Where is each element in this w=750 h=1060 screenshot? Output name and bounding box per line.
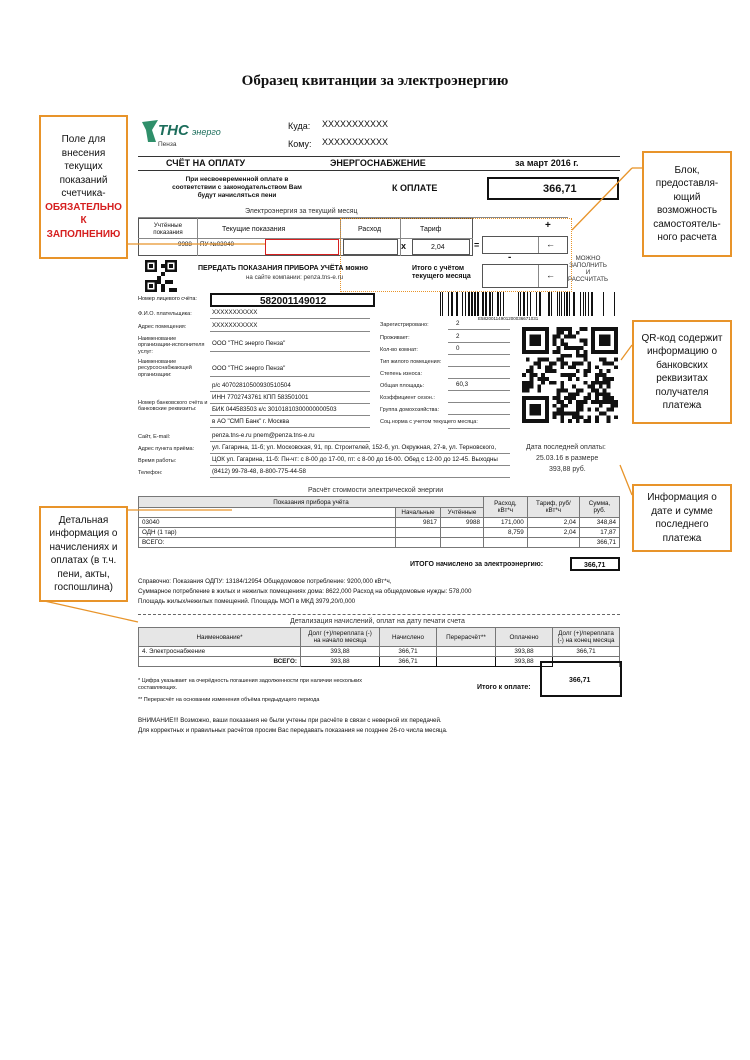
detail-to-pay-box <box>540 661 622 697</box>
premises-address-value: XXXXXXXXXXX <box>212 322 258 329</box>
phone-value: (8412) 99-78-48, 8-800-775-44-58 <box>212 468 306 475</box>
callout-last-payment <box>632 484 732 552</box>
penalty-note: При несвоевременной оплате в соответствии с законодательством Вам будут начисляться пени <box>172 176 302 199</box>
row-current: 9988 <box>441 518 484 528</box>
row-consumption: 8,759 <box>484 528 528 538</box>
bank-account: р/с 40702810500930510504 <box>212 382 291 389</box>
detail-to-pay-label: Итого к оплате: <box>477 684 531 691</box>
arrow-icon-2: ← <box>546 270 555 280</box>
site-value: penza.tns-e.ru pnem@penza.tns-e.ru <box>212 432 315 439</box>
h-recalc: Перерасчёт** <box>437 628 496 647</box>
callout-meter-field-emphasis: ОБЯЗАТЕЛЬНО К ЗАПОЛНЕНИЮ <box>45 201 122 240</box>
row-paid: 393,88 <box>496 647 553 657</box>
living-value: 2 <box>456 333 460 340</box>
registered-label: Зарегистрировано: <box>380 322 429 328</box>
season-coef-label: Коэффициент сезон.: <box>380 395 435 401</box>
row-name: 4. Электроснабжение <box>139 647 301 657</box>
callout-meter-field <box>39 115 128 259</box>
logo-city: Пенза <box>158 141 177 148</box>
last-payment-line: 25.03.16 в размере <box>536 455 599 462</box>
calc-header-row <box>139 497 620 508</box>
rooms-value: 0 <box>456 345 460 352</box>
meter-section-title: Электроэнергия за текущий месяц <box>245 208 358 215</box>
total-label: Итого с учётом текущего месяца <box>412 265 471 281</box>
row-current <box>441 538 484 548</box>
col-tariff: Тариф <box>420 226 442 233</box>
row-consumption <box>484 538 528 548</box>
row-debt-start: 393,88 <box>301 647 380 657</box>
to-pay-label: К ОПЛАТЕ <box>392 183 438 193</box>
detail-title: Детализация начислений, оплат на дату печати счета <box>290 618 465 625</box>
hours-value: ЦОК ул. Гагарина, 11-б: Пн-чт: с 8-00 до 17-00, пт: с 8-00 до 16-00. Обед с 12-00 до 12-45. Выходны <box>212 456 498 463</box>
callout-last-payment-text: Информация о дате и сумме последнего платежа <box>647 492 717 544</box>
col-current: Текущие показания <box>222 226 286 233</box>
invoice-heading: СЧЁТ НА ОПЛАТУ <box>166 158 246 168</box>
row-sum: 17,87 <box>580 528 620 538</box>
transfer-sub: на сайте компании: penza.tns-e.ru <box>246 274 344 281</box>
phone-label: Телефон: <box>138 470 163 476</box>
social-norm-label: Соц.норма с учетом текущего месяца: <box>380 419 478 425</box>
row-name: 03040 <box>139 518 396 528</box>
callout-meter-field-text: Поле для внесения текущих показаний счетчика- <box>59 134 108 199</box>
page-title: Образец квитанции за электроэнергию <box>241 73 509 89</box>
contractor-label: Наименование организации-исполнителя услуг: <box>138 336 205 355</box>
minus-sign: - <box>508 252 512 263</box>
previous-value: 9988 <box>178 241 192 248</box>
reference-line-2: Суммарное потребление в жилых и нежилых помещениях дома: 8622,000 Расход на общедомовые нужды: 578,000 <box>138 588 472 595</box>
table-row <box>139 528 620 538</box>
row-initial <box>396 528 441 538</box>
col-previous: Учтённые показания <box>153 222 183 237</box>
row-tariff: 2,04 <box>527 518 579 528</box>
payment-qr-icon <box>522 327 618 423</box>
table-row <box>139 518 620 528</box>
reference-line-1: Справочно: Показания ОДПУ: 13184/12954 Общедомовое потребление: 9200,000 кВт*ч, <box>138 578 392 585</box>
supplier-value: ООО "ТНС энерго Пенза" <box>212 365 286 372</box>
total-label: ВСЕГО: <box>139 657 301 667</box>
callout-self-calc-text: Блок, предоставля-ющий возможность самостоятель-ного расчета <box>653 164 721 243</box>
area-label: Общая площадь: <box>380 383 425 389</box>
row-name: ВСЕГО: <box>139 538 396 548</box>
row-name: ОДН (1 тар) <box>139 528 396 538</box>
callout-details-text: Детальная информация о начислениях и оплатах (в т.ч. пени, акты, госпошлина) <box>49 514 118 593</box>
total-recalc <box>437 657 496 667</box>
callout-qr-text: QR-код содержит информацию о банковских реквизитах получателя платежа <box>641 332 723 411</box>
account-value: 582001149012 <box>260 296 327 307</box>
h-paid: Оплачено <box>496 628 553 647</box>
meter-id: ПУ №03040 <box>200 241 234 248</box>
h-readings: Показания прибора учёта <box>139 497 484 508</box>
logo-mark-icon <box>140 118 160 144</box>
payer-name-label: Ф.И.О. плательщика: <box>138 311 192 317</box>
row-accrued: 366,71 <box>380 647 437 657</box>
detail-to-pay-value: 366,71 <box>569 677 591 684</box>
row-tariff <box>527 538 579 548</box>
bank-name: в АО "СМП Банк" г. Москва <box>212 418 290 425</box>
rooms-label: Кол-во комнат: <box>380 347 418 353</box>
barcode <box>440 292 618 316</box>
can-fill-note: МОЖНО ЗАПОЛНИТЬ И РАССЧИТАТЬ <box>568 255 609 284</box>
whom-value: XXXXXXXXXXX <box>322 137 389 147</box>
h-sum: Сумма, руб. <box>580 497 620 518</box>
plus-sign: + <box>545 220 551 231</box>
total-debt-start: 393,88 <box>301 657 380 667</box>
row-consumption: 171,000 <box>484 518 528 528</box>
payer-name-value: XXXXXXXXXXX <box>212 309 258 316</box>
arrow-icon: ← <box>546 239 555 249</box>
premises-address-label: Адрес помещения: <box>138 324 187 330</box>
calc-total-label: ИТОГО начислено за электроэнергию: <box>410 561 544 568</box>
reception-value: ул. Гагарина, 11-б; ул. Московская, 91, пр. Строителей, 152-б, ул. Окружная, 27-в, ул. Терновского, <box>212 444 497 451</box>
last-payment-label: Дата последней оплаты: <box>526 444 606 451</box>
current-reading-input[interactable] <box>265 239 339 255</box>
premises-type-label: Тип жилого помещения: <box>380 359 442 365</box>
tns-logo <box>140 118 230 152</box>
bank-inn: ИНН 7702743761 КПП 583501001 <box>212 394 309 401</box>
transfer-title: ПЕРЕДАТЬ ПОКАЗАНИЯ ПРИБОРА УЧЁТА можно <box>198 265 369 272</box>
row-sum: 366,71 <box>580 538 620 548</box>
h-debt-start: Долг (+)/переплата (-) на начало месяца <box>301 628 380 647</box>
h-initial: Начальные <box>396 508 441 518</box>
h-consumption: Расход, кВт*ч <box>484 497 528 518</box>
wear-label: Степень износа: <box>380 371 422 377</box>
total-paid: 393,88 <box>496 657 553 667</box>
supplier-label: Наименование ресурсоснабжающей организации: <box>138 359 192 378</box>
invoice-period: за март 2016 г. <box>515 158 579 168</box>
col-consumption: Расход <box>358 226 382 233</box>
footnote-1: * Цифра указывает на очерёдность погашения задолженности при наличии нескольких составляющих. <box>138 678 362 691</box>
area-value: 60,3 <box>456 381 469 388</box>
logo-sub: энерго <box>192 127 221 137</box>
to-pay-value: 366,71 <box>543 183 577 195</box>
whom-label: Кому: <box>288 139 312 149</box>
table-row <box>139 538 620 548</box>
warning-line-2: Для корректных и правильных расчётов просим Вас передавать показания не позднее 26-го числа месяца. <box>138 727 448 734</box>
multiply-sign: x <box>401 241 407 251</box>
row-current <box>441 528 484 538</box>
to-value: XXXXXXXXXXX <box>322 119 389 129</box>
contractor-value: ООО "ТНС энерго Пенза" <box>212 340 286 347</box>
row-tariff: 2,04 <box>527 528 579 538</box>
reference-line-3: Площадь жилых/нежилых помещений. Площадь МОП в МКД 3979,20/0,000 <box>138 598 356 605</box>
total-accrued: 366,71 <box>380 657 437 667</box>
living-label: Проживает: <box>380 335 410 341</box>
warning-line-1: ВНИМАНИЕ!!! Возможно, ваши показания не были учтены при расчёте в связи с неверной их передачей. <box>138 717 442 724</box>
tariff-value: 2,04 <box>431 244 445 251</box>
calc-total-value: 366,71 <box>584 562 606 569</box>
row-sum: 348,84 <box>580 518 620 528</box>
callout-self-calc <box>642 151 732 257</box>
h-accrued: Начислено <box>380 628 437 647</box>
site-label: Сайт, E-mail: <box>138 434 171 440</box>
account-label: Номер лицевого счёта: <box>138 296 197 302</box>
footnote-2: ** Перерасчёт на основании изменения объёма предыдущего периода <box>138 697 320 703</box>
invoice-service: ЭНЕРГОСНАБЖЕНИЕ <box>330 158 426 168</box>
equals-sign: = <box>474 240 480 250</box>
h-current: Учтённые <box>441 508 484 518</box>
h-debt-end: Долг (+)/переплата (-) на конец месяца <box>553 628 620 647</box>
row-initial: 9817 <box>396 518 441 528</box>
callout-details <box>39 506 128 602</box>
account-box <box>210 293 375 307</box>
h-tariff: Тариф, руб/кВт*ч <box>527 497 579 518</box>
last-payment-amount: 393,88 руб. <box>549 466 586 473</box>
calc-total-box <box>570 557 620 571</box>
h-name: Наименование* <box>139 628 301 647</box>
bank-bik: БИК 044583503 к/с 30101810300000000503 <box>212 406 337 413</box>
callout-qr <box>632 320 732 424</box>
reception-label: Адрес пункта приёма: <box>138 446 195 452</box>
detail-header-row <box>139 628 620 647</box>
transfer-qr-icon <box>145 260 177 292</box>
household-group-label: Группа домохозяйства: <box>380 407 439 413</box>
to-pay-box <box>487 177 619 200</box>
logo-brand: ТНС <box>158 122 189 139</box>
row-debt-end: 366,71 <box>553 647 620 657</box>
hours-label: Время работы: <box>138 458 177 464</box>
row-initial <box>396 538 441 548</box>
to-label: Куда: <box>288 121 311 131</box>
barcode-caption: E58200114901200036671031 <box>478 316 539 321</box>
bank-label: Номер банковского счёта и банковские реквизиты: <box>138 400 208 413</box>
row-recalc <box>437 647 496 657</box>
table-row <box>139 647 620 657</box>
registered-value: 2 <box>456 320 460 327</box>
calc-title: Расчёт стоимости электрической энергии <box>308 487 444 494</box>
